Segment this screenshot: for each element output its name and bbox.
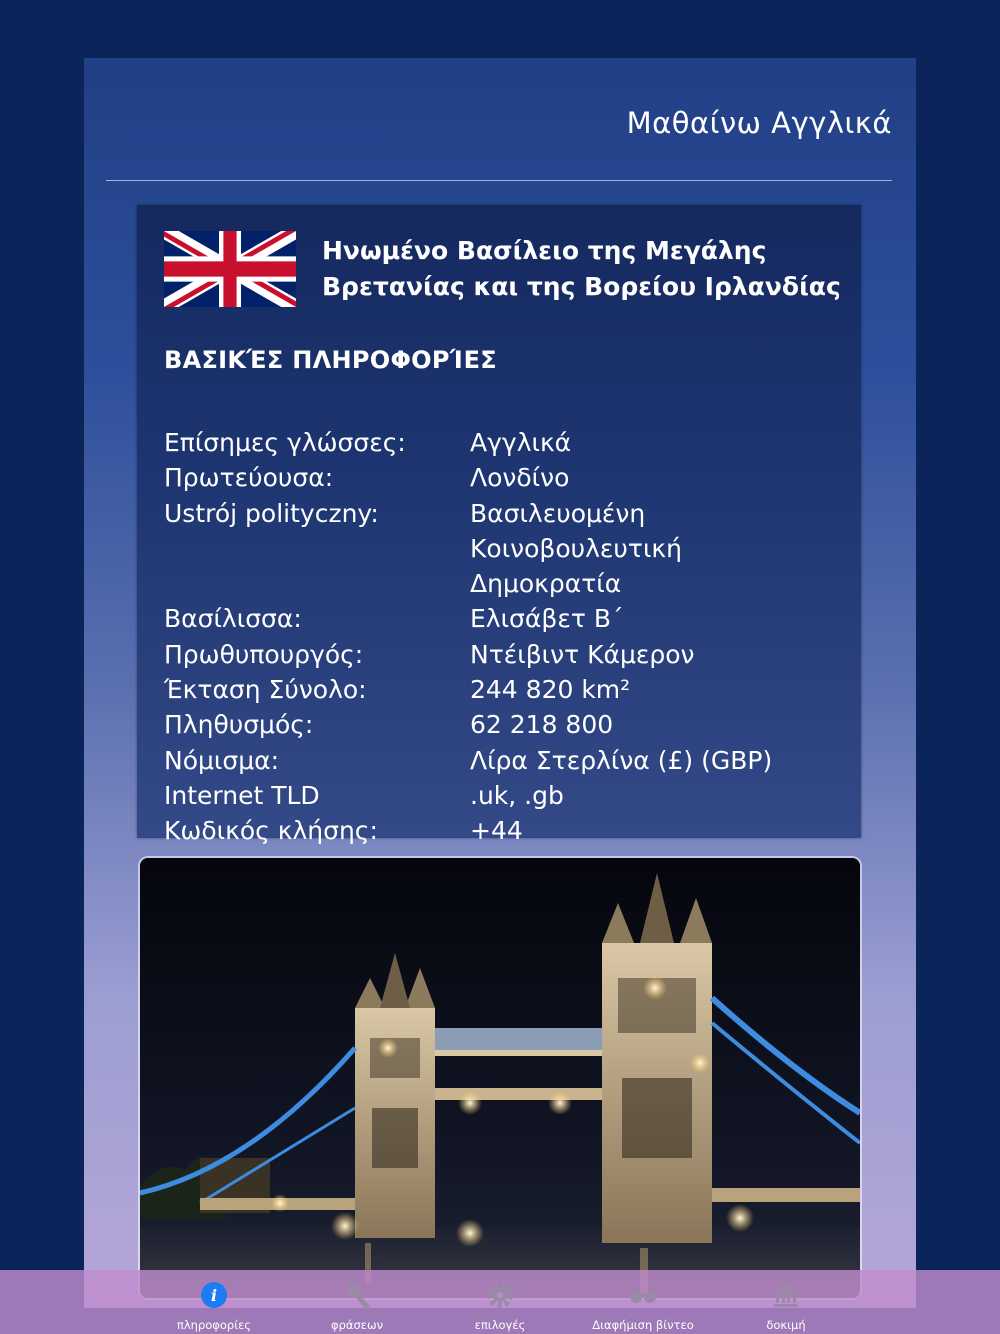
- fact-row: [164, 707, 854, 742]
- video-reel-icon: [628, 1280, 658, 1310]
- fact-row: [164, 601, 854, 636]
- fact-label: Βασίλισσα:: [164, 604, 302, 634]
- tab-label: πληροφορίες: [176, 1318, 252, 1332]
- fact-value: Ντέιβιντ Κάμερον: [470, 639, 695, 669]
- svg-text:i: i: [210, 1286, 218, 1305]
- fact-row: [164, 813, 854, 848]
- fact-value: Λίρα Στερλίνα (£) (GBP): [470, 745, 773, 775]
- tab-label: δοκιμή: [766, 1318, 806, 1332]
- fact-row: [164, 778, 854, 813]
- fact-label: Νόμισμα:: [164, 745, 280, 775]
- section-title: ΒΑΣΙΚΈΣ ΠΛΗΡΟΦΟΡΊΕΣ: [164, 346, 497, 374]
- fact-row: [164, 566, 854, 601]
- microphone-icon: [342, 1280, 372, 1310]
- fact-value: Λονδίνο: [470, 463, 570, 493]
- fact-value: .uk, .gb: [470, 780, 564, 810]
- gear-icon: [485, 1280, 515, 1310]
- fact-value: 244 820 km²: [470, 675, 631, 705]
- fact-label: Ustrój polityczny:: [164, 498, 379, 528]
- fact-label: Κωδικός κλήσης:: [164, 816, 378, 846]
- tab-label: επιλογές: [474, 1318, 526, 1332]
- fact-value: Βασιλευομένη Κοινοβουλευτική: [470, 498, 682, 563]
- title-divider: [106, 180, 892, 181]
- fact-row: [164, 672, 854, 707]
- uk-flag-icon: [164, 231, 296, 307]
- fact-value: Αγγλικά: [470, 428, 572, 457]
- tab-label: Διαφήμιση βίντεο: [592, 1318, 694, 1332]
- content-panel: [84, 58, 916, 1308]
- country-info-card: [137, 205, 861, 846]
- landmark-photo: [140, 858, 860, 1298]
- fact-value: Ελισάβετ Β΄: [470, 604, 624, 634]
- facts-list: [164, 425, 854, 849]
- fact-label: Έκταση Σύνολο:: [164, 675, 367, 705]
- fact-row: [164, 425, 854, 460]
- fact-value: +44: [470, 816, 523, 846]
- fact-label: [164, 566, 470, 601]
- country-name-line2: Βρετανίας και της Βορείου Ιρλανδίας: [322, 272, 841, 301]
- info-icon: [199, 1280, 229, 1310]
- country-name-line1: Ηνωμένο Βασίλειο της Μεγάλης: [322, 236, 767, 265]
- fact-row: [164, 496, 854, 567]
- tab-settings[interactable]: [429, 1270, 572, 1334]
- tab-test[interactable]: [715, 1270, 858, 1334]
- country-name: [322, 233, 842, 305]
- fact-value: Δημοκρατία: [470, 569, 622, 599]
- tower-bridge-illustration: [140, 858, 860, 1298]
- tab-video-ad[interactable]: [572, 1270, 715, 1334]
- fact-row: [164, 460, 854, 495]
- fact-label: Internet TLD: [164, 780, 320, 810]
- fact-row: [164, 637, 854, 672]
- fact-label: Πρωτεύουσα:: [164, 463, 334, 493]
- bottom-tab-bar: [0, 1270, 1000, 1334]
- fact-label: Πληθυσμός:: [164, 710, 314, 740]
- building-icon: [771, 1280, 801, 1310]
- tab-phrases[interactable]: [286, 1270, 429, 1334]
- fact-label: Επίσημες γλώσσες:: [164, 428, 406, 457]
- fact-value: 62 218 800: [470, 710, 614, 740]
- fact-row: [164, 743, 854, 778]
- fact-label: Πρωθυπουργός:: [164, 639, 364, 669]
- tab-label: φράσεων: [330, 1318, 384, 1332]
- app-title: Μαθαίνω Αγγλικά: [626, 106, 892, 140]
- tab-info[interactable]: [143, 1270, 286, 1334]
